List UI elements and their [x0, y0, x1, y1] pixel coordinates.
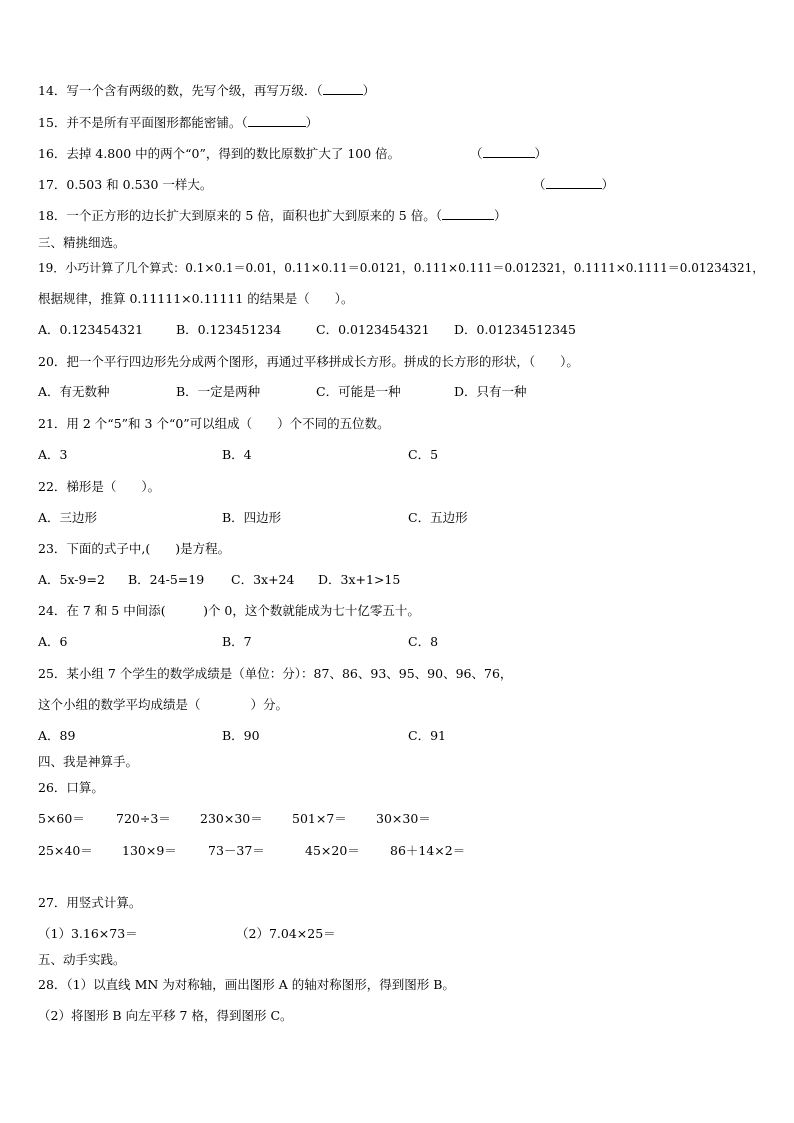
question-28-line2: （2）将图形 B 向左平移 7 格，得到图形 C。 — [38, 1008, 293, 1023]
option-b[interactable]: B．0.123451234 — [176, 322, 282, 337]
answer-blank[interactable] — [546, 177, 602, 189]
option-b[interactable]: B．四边形 — [222, 510, 282, 525]
answer-blank[interactable] — [483, 146, 535, 158]
oral-calc-item: 45×20＝ — [305, 843, 360, 858]
option-a[interactable]: A．5x-9=2 — [38, 572, 105, 587]
oral-calc-item: 73－37＝ — [208, 843, 265, 858]
option-c[interactable]: C．3x+24 — [231, 572, 295, 587]
option-a[interactable]: A．6 — [38, 634, 68, 649]
oral-calc-item: 25×40＝ — [38, 843, 93, 858]
vertical-calc-item: （1）3.16×73＝ — [38, 926, 138, 941]
option-d[interactable]: D．0.01234512345 — [454, 322, 576, 337]
option-c[interactable]: C．0.0123454321 — [316, 322, 430, 337]
oral-calc-item: 501×7＝ — [292, 811, 347, 826]
question-17-answer: （ ） — [533, 177, 615, 192]
option-c[interactable]: C．5 — [408, 447, 439, 462]
oral-calc-item: 230×30＝ — [200, 811, 263, 826]
question-27-title: 27．用竖式计算。 — [38, 895, 142, 910]
option-a[interactable]: A．89 — [38, 728, 76, 743]
answer-blank[interactable] — [442, 208, 494, 220]
question-17 — [38, 177, 212, 193]
question-18: 18．一个正方形的边长扩大到原来的 5 倍，面积也扩大到原来的 5 倍。（ ） — [38, 208, 507, 223]
question-16 — [38, 146, 400, 162]
question-17-text: 17．0.503 和 0.530 一样大。 — [38, 177, 213, 192]
option-c[interactable]: C．8 — [408, 634, 439, 649]
section-3-heading: 三、精挑细选。 — [38, 235, 126, 250]
question-28-line1: 28．（1）以直线 MN 为对称轴，画出图形 A 的轴对称图形，得到图形 B。 — [38, 977, 455, 992]
option-a[interactable]: A．3 — [38, 447, 68, 462]
question-25-line1: 25．某小组 7 个学生的数学成绩是（单位：分）：87、86、93、95、90、96、76， — [38, 666, 513, 681]
question-19-line1: 19．小巧计算了几个算式：0.1×0.1＝0.01，0.11×0.11＝0.0121，0.111×0.111＝0.012321，0.1111×0.1111＝0.01234321， — [38, 261, 765, 275]
option-b[interactable]: B．24-5=19 — [128, 572, 205, 587]
option-a[interactable]: A．0.123454321 — [38, 322, 144, 337]
question-16-text: 16．去掉 4.800 中的两个“0”，得到的数比原数扩大了 100 倍。 — [38, 146, 401, 161]
option-b[interactable]: B．90 — [222, 728, 260, 743]
option-d[interactable]: D．3x+1>15 — [318, 572, 401, 587]
option-a[interactable]: A．三边形 — [38, 510, 98, 525]
option-c[interactable]: C．可能是一种 — [316, 384, 401, 399]
answer-blank[interactable] — [248, 115, 306, 127]
question-20: 20．把一个平行四边形先分成两个图形，再通过平移拼成长方形。拼成的长方形的形状，（ ）。 — [38, 354, 579, 369]
answer-blank[interactable] — [323, 83, 363, 95]
question-26-title: 26．口算。 — [38, 780, 104, 795]
question-21: 21．用 2 个“5”和 3 个“0”可以组成（ ）个不同的五位数。 — [38, 416, 390, 431]
question-16-answer: （ ） — [470, 146, 548, 161]
oral-calc-item: 720÷3＝ — [116, 811, 171, 826]
question-14: 14．写一个含有两级的数，先写个级，再写万级．（ ） — [38, 83, 376, 98]
question-15-text: 15．并不是所有平面图形都能密铺。（ — [38, 115, 248, 130]
option-c[interactable]: C．91 — [408, 728, 446, 743]
option-b[interactable]: B．7 — [222, 634, 252, 649]
option-b[interactable]: B．4 — [222, 447, 252, 462]
option-b[interactable]: B．一定是两种 — [176, 384, 261, 399]
option-c[interactable]: C．五边形 — [408, 510, 468, 525]
section-5-heading: 五、动手实践。 — [38, 952, 126, 967]
option-d[interactable]: D．只有一种 — [454, 384, 527, 399]
oral-calc-item: 86＋14×2＝ — [390, 843, 466, 858]
oral-calc-item: 130×9＝ — [122, 843, 177, 858]
oral-calc-item: 30×30＝ — [376, 811, 431, 826]
question-23: 23．下面的式子中,( )是方程。 — [38, 541, 231, 556]
oral-calc-item: 5×60＝ — [38, 811, 85, 826]
question-22: 22．梯形是（ ）。 — [38, 479, 161, 494]
section-4-heading: 四、我是神算手。 — [38, 754, 139, 769]
question-18-text: 18．一个正方形的边长扩大到原来的 5 倍，面积也扩大到原来的 5 倍。（ — [38, 208, 442, 223]
option-a[interactable]: A．有无数种 — [38, 384, 110, 399]
vertical-calc-item: （2）7.04×25＝ — [236, 926, 336, 941]
question-15: 15．并不是所有平面图形都能密铺。（ ） — [38, 115, 319, 130]
question-25-line2: 这个小组的数学平均成绩是（ ）分。 — [38, 697, 289, 712]
question-19-line2: 根据规律，推算 0.11111×0.11111 的结果是（ ）。 — [38, 291, 354, 306]
question-14-text: 14．写一个含有两级的数，先写个级，再写万级．（ — [38, 83, 323, 98]
question-24: 24．在 7 和 5 中间添( )个 0，这个数就能成为七十亿零五十。 — [38, 603, 420, 618]
